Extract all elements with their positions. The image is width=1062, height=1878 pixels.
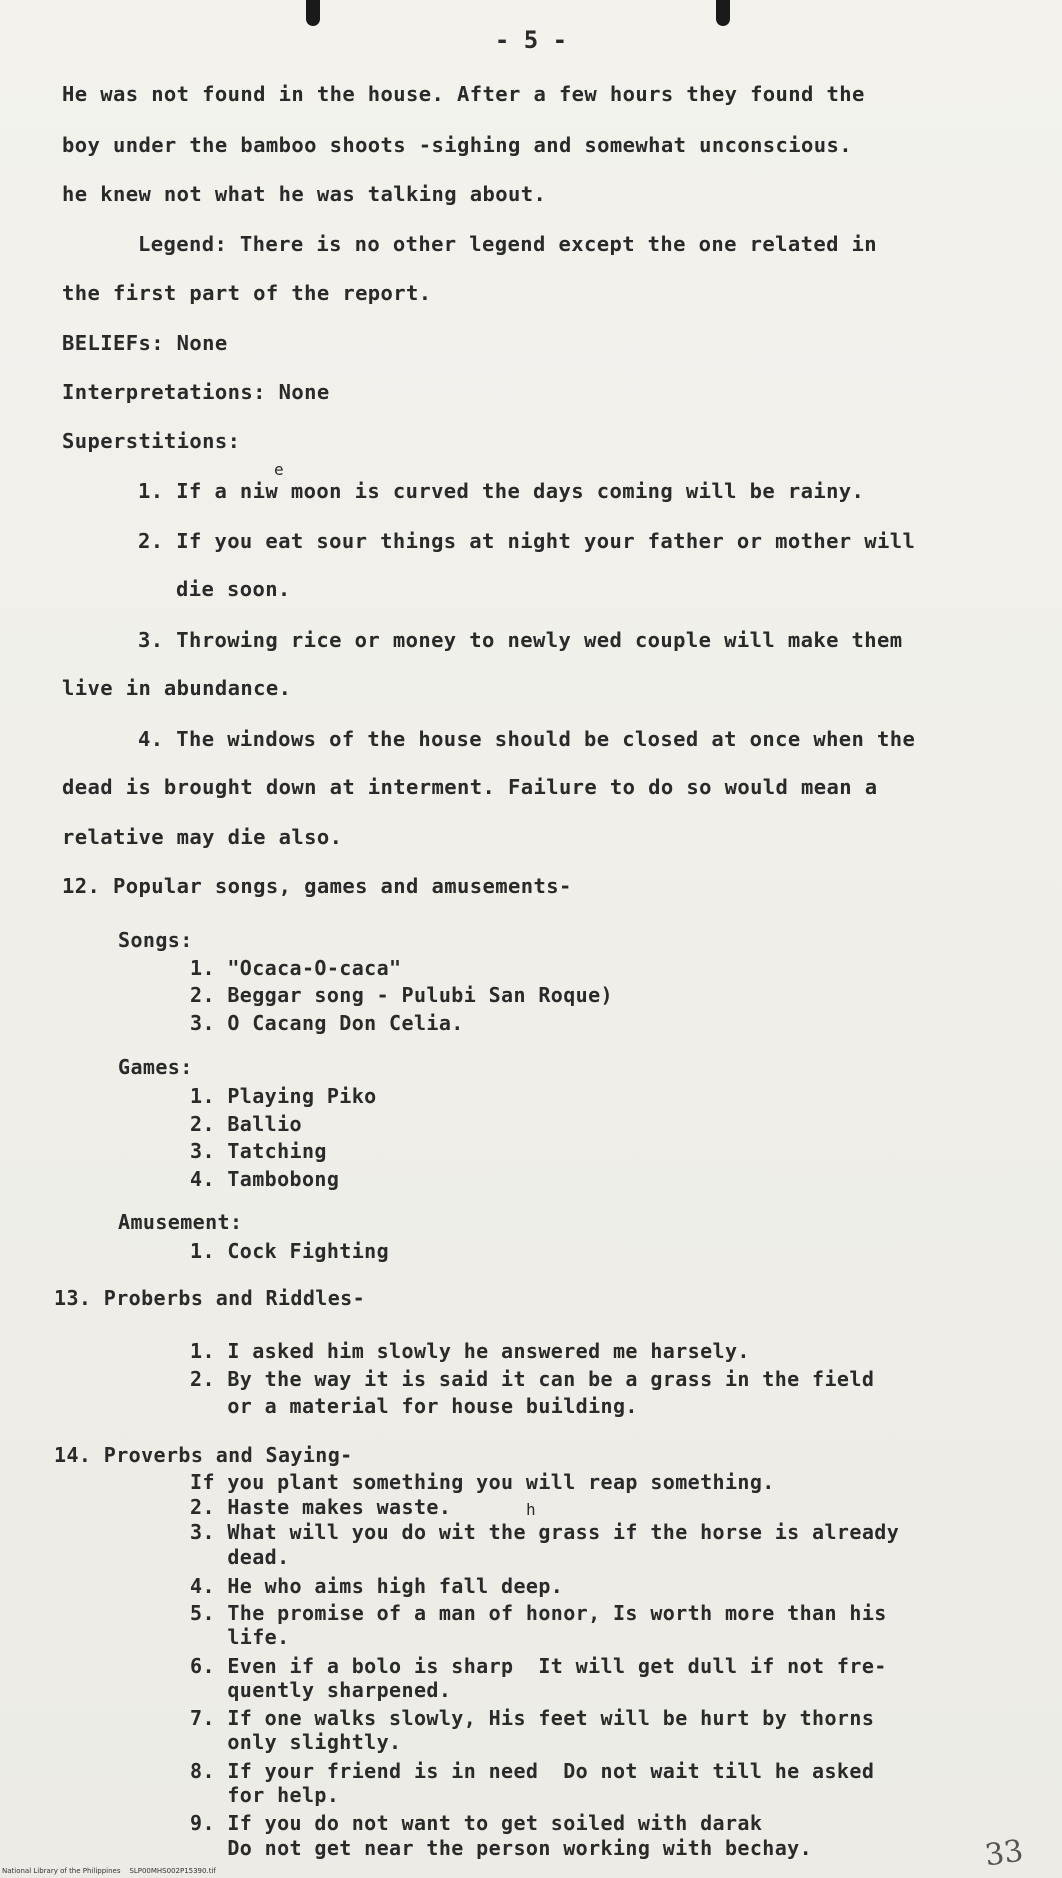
proverb-item: only slightly. [190,1730,402,1754]
archive-footer: National Library of the Philippines SLP00MHS002P15390.tif [2,1867,216,1875]
proverb-item: life. [190,1625,290,1649]
binding-hole-right [716,0,730,26]
amusement-label: Amusement: [118,1210,243,1234]
body-line: boy under the bamboo shoots -sighing and somewhat unconscious. [62,133,853,157]
proverb-item: 3. What will you do wit the grass if the horse is already [190,1520,900,1544]
legend-line: Legend: There is no other legend except the one related in [138,232,878,256]
proverb-item: dead. [190,1545,290,1569]
proverb-item: quently sharpened. [190,1678,452,1702]
interpretations-line: Interpretations: None [62,380,330,404]
superstition-line: die soon. [176,577,291,601]
games-label: Games: [118,1055,193,1079]
proverb-item: If you plant something you will reap something. [190,1470,775,1494]
superstition-line: dead is brought down at interment. Failure to do so would mean a [62,775,878,799]
proverb-item: 5. The promise of a man of honor, Is worth more than his [190,1601,887,1625]
body-line: he knew not what he was talking about. [62,182,547,206]
game-item: 4. Tambobong [190,1167,340,1191]
superscript-correction: e [274,460,284,479]
song-item: 1. "Ocaca-O-caca" [190,956,402,980]
song-item: 2. Beggar song - Pulubi San Roque) [190,983,613,1007]
section-heading-12: 12. Popular songs, games and amusements- [62,874,572,898]
superstition-line: relative may die also. [62,825,343,849]
amusement-item: 1. Cock Fighting [190,1239,390,1263]
superstition-line: live in abundance. [62,676,292,700]
section-heading-14: 14. Proverbs and Saying- [54,1443,353,1467]
binding-hole-left [306,0,320,26]
proverb-item: 4. He who aims high fall deep. [190,1574,564,1598]
body-line: He was not found in the house. After a few hours they found the [62,82,865,106]
proverb-item: 9. If you do not want to get soiled with darak [190,1811,763,1835]
handwritten-page-mark: 33 [982,1833,1026,1874]
proverb-item: 2. Haste makes waste. [190,1495,452,1519]
riddle-item: 1. I asked him slowly he answered me harsely. [190,1339,750,1363]
proverb-item: for help. [190,1783,340,1807]
proverb-item: 6. Even if a bolo is sharp It will get dull if not fre- [190,1654,887,1678]
riddle-item: 2. By the way it is said it can be a grass in the field [190,1367,875,1391]
superscript-correction: h [526,1500,536,1519]
superstition-line: 1. If a niw moon is curved the days coming will be rainy. [138,479,865,503]
proverb-item: 7. If one walks slowly, His feet will be hurt by thorns [190,1706,875,1730]
legend-line: the first part of the report. [62,281,432,305]
game-item: 2. Ballio [190,1112,302,1136]
superstition-line: 3. Throwing rice or money to newly wed couple will make them [138,628,903,652]
proverb-item: Do not get near the person working with bechay. [190,1836,813,1860]
songs-label: Songs: [118,928,193,952]
superstitions-heading: Superstitions: [62,429,241,453]
game-item: 1. Playing Piko [190,1084,377,1108]
page-number: - 5 - [494,26,568,54]
game-item: 3. Tatching [190,1139,327,1163]
superstition-line: 2. If you eat sour things at night your father or mother will [138,529,916,553]
proverb-item: 8. If your friend is in need Do not wait till he asked [190,1759,875,1783]
beliefs-line: BELIEFs: None [62,331,228,355]
riddle-item: or a material for house building. [190,1394,638,1418]
section-heading-13: 13. Proberbs and Riddles- [54,1286,366,1310]
song-item: 3. O Cacang Don Celia. [190,1011,464,1035]
superstition-line: 4. The windows of the house should be closed at once when the [138,727,916,751]
